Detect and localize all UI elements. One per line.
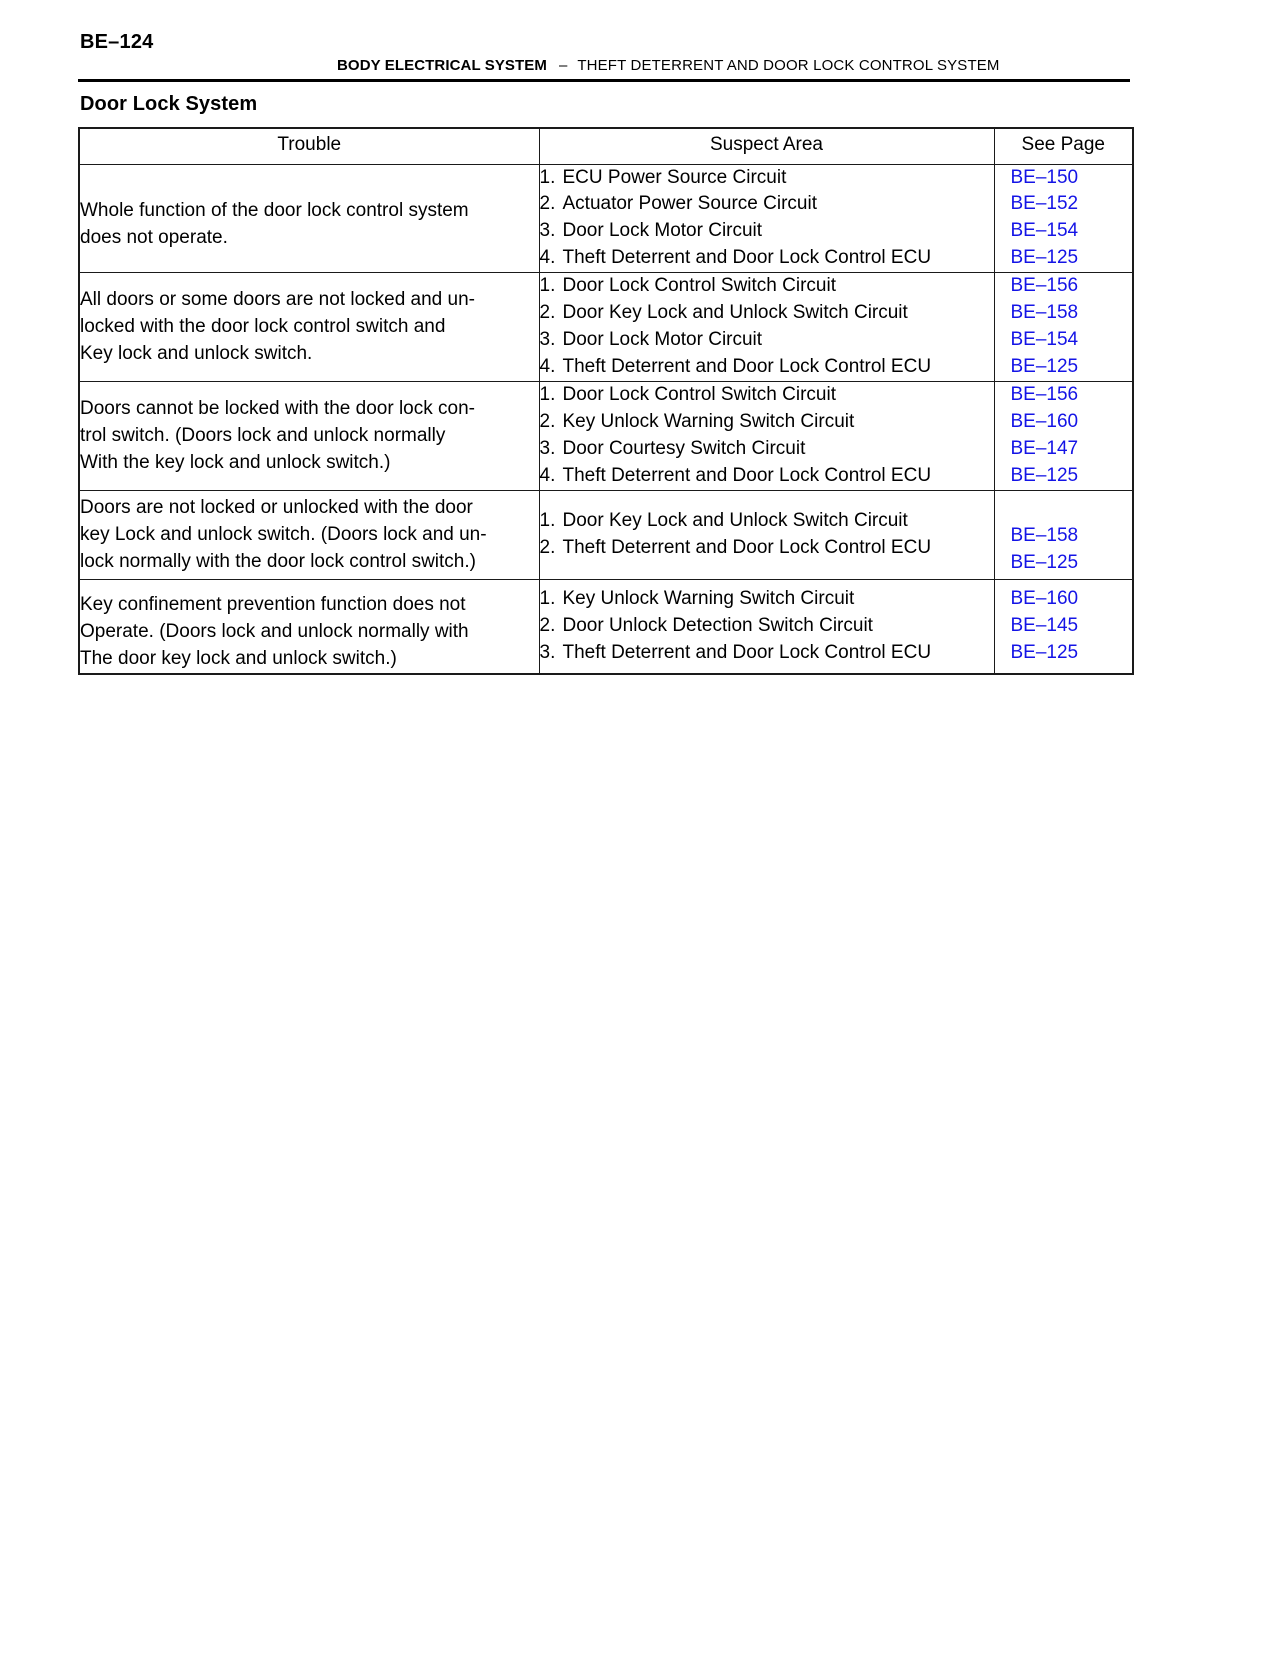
suspect-item-number: 4. (539, 465, 556, 487)
see-page-item (995, 191, 1133, 218)
trouble-line: All doors or some doors are not locked and un- (80, 288, 475, 310)
suspect-item-number: 1. (539, 275, 556, 297)
suspect-area-item (540, 218, 994, 245)
see-page-item (995, 273, 1133, 300)
page-reference-link[interactable]: BE–160 (1010, 588, 1079, 610)
suspect-area-item (540, 586, 994, 613)
suspect-area-item (540, 354, 994, 381)
suspect-area-list (540, 586, 994, 667)
see-page-item (995, 436, 1133, 463)
see-page-item (995, 218, 1133, 245)
trouble-line: Operate. (Doors lock and unlock normally with (80, 621, 469, 643)
trouble-line: Key lock and unlock switch. (80, 342, 313, 364)
suspect-area-item (540, 409, 994, 436)
page-title: Door Lock System (80, 93, 258, 115)
page-reference-link[interactable]: BE–125 (1010, 465, 1079, 487)
see-page-list (995, 165, 1133, 273)
suspect-item-number: 1. (539, 588, 556, 610)
suspect-area-item (540, 165, 994, 192)
trouble-line: Doors are not locked or unlocked with the door (80, 496, 473, 518)
suspect-item-label: Door Lock Motor Circuit (562, 220, 763, 242)
suspect-item-number: 2. (539, 411, 556, 433)
trouble-line: key Lock and unlock switch. (Doors lock and un- (80, 523, 487, 545)
see-page-item (995, 382, 1133, 409)
see-page-item (995, 409, 1133, 436)
suspect-item-number: 2. (539, 302, 556, 324)
see-page-item (995, 463, 1133, 490)
suspect-item-number: 3. (539, 642, 556, 663)
suspect-item-number: 4. (539, 356, 556, 378)
page-reference-link[interactable]: BE–156 (1010, 384, 1079, 406)
trouble-cell (79, 273, 539, 382)
running-head-system: BODY ELECTRICAL SYSTEM (337, 57, 548, 74)
suspect-area-item (540, 508, 994, 535)
suspect-item-label: Door Unlock Detection Switch Circuit (562, 615, 873, 637)
page-reference-link[interactable]: BE–125 (1010, 642, 1079, 663)
page-reference-link[interactable]: BE–152 (1010, 193, 1079, 215)
see-page-list (995, 523, 1133, 577)
suspect-area-item (540, 300, 994, 327)
trouble-text (80, 198, 539, 252)
page-reference-link[interactable]: BE–156 (1010, 275, 1079, 297)
suspect-area-item (540, 436, 994, 463)
see-page-cell (994, 580, 1133, 674)
page-reference-link[interactable]: BE–125 (1010, 356, 1079, 378)
see-page-item (995, 550, 1133, 577)
see-page-item (995, 586, 1133, 613)
see-page-item (995, 300, 1133, 327)
page-reference-link[interactable]: BE–150 (1010, 166, 1079, 188)
suspect-item-label: Door Lock Motor Circuit (562, 329, 763, 351)
suspect-area-list (540, 508, 994, 562)
page-number-code: BE–124 (80, 31, 154, 53)
trouble-table-wrapper (78, 127, 1132, 675)
suspect-item-number: 1. (539, 166, 556, 188)
page-reference-link[interactable]: BE–158 (1010, 525, 1079, 547)
suspect-area-item (540, 327, 994, 354)
trouble-line: Doors cannot be locked with the door lock con- (80, 397, 475, 419)
see-page-item (995, 640, 1133, 667)
suspect-item-label: Theft Deterrent and Door Lock Control ECU (562, 247, 932, 269)
table-row (79, 273, 1133, 382)
suspect-area-item (540, 640, 994, 667)
trouble-text (80, 396, 539, 477)
see-page-list (995, 273, 1133, 381)
suspect-item-label: Theft Deterrent and Door Lock Control ECU (562, 356, 932, 378)
column-header-trouble: Trouble (79, 128, 539, 164)
suspect-area-list (540, 165, 994, 273)
header-divider-rule (78, 79, 1130, 82)
running-head-separator: – (559, 57, 568, 74)
suspect-area-item (540, 245, 994, 272)
suspect-item-number: 3. (539, 220, 556, 242)
column-header-suspect-area: Suspect Area (539, 128, 994, 164)
suspect-item-label: Door Key Lock and Unlock Switch Circuit (562, 510, 908, 532)
see-page-cell (994, 164, 1133, 273)
trouble-cell (79, 164, 539, 273)
suspect-area-cell (539, 273, 994, 382)
trouble-text (80, 495, 539, 576)
page-reference-link[interactable]: BE–125 (1010, 552, 1079, 574)
suspect-item-label: Actuator Power Source Circuit (562, 193, 817, 215)
see-page-cell (994, 382, 1133, 491)
suspect-area-item (540, 613, 994, 640)
suspect-item-label: Door Lock Control Switch Circuit (562, 384, 836, 406)
trouble-diagnosis-table (78, 127, 1134, 675)
page-reference-link[interactable]: BE–147 (1010, 438, 1079, 460)
see-page-item (995, 245, 1133, 272)
suspect-area-cell (539, 164, 994, 273)
page-reference-link[interactable]: BE–145 (1010, 615, 1079, 637)
suspect-item-number: 2. (539, 537, 556, 559)
see-page-item (995, 165, 1133, 192)
suspect-item-label: Theft Deterrent and Door Lock Control ECU (562, 537, 932, 559)
suspect-area-list (540, 273, 994, 381)
suspect-item-label: Door Key Lock and Unlock Switch Circuit (562, 302, 908, 324)
suspect-item-number: 2. (539, 193, 556, 215)
suspect-item-label: Key Unlock Warning Switch Circuit (562, 588, 855, 610)
trouble-cell (79, 382, 539, 491)
running-head (337, 57, 1000, 74)
suspect-item-number: 3. (539, 329, 556, 351)
page-reference-link[interactable]: BE–158 (1010, 302, 1079, 324)
see-page-list (995, 382, 1133, 490)
see-page-item (995, 523, 1133, 550)
see-page-item (995, 613, 1133, 640)
table-header-row (79, 128, 1133, 164)
see-page-list (995, 586, 1133, 667)
page-reference-link[interactable]: BE–154 (1010, 220, 1079, 242)
suspect-item-number: 4. (539, 247, 556, 269)
suspect-item-label: Key Unlock Warning Switch Circuit (562, 411, 855, 433)
table-body (79, 164, 1133, 674)
table-row (79, 164, 1133, 273)
suspect-item-number: 1. (539, 384, 556, 406)
see-page-item (995, 327, 1133, 354)
see-page-item (995, 354, 1133, 381)
suspect-area-cell (539, 491, 994, 580)
see-page-cell (994, 491, 1133, 580)
suspect-item-number: 1. (539, 510, 556, 532)
table-row (79, 580, 1133, 674)
table-row (79, 491, 1133, 580)
suspect-item-label: Door Lock Control Switch Circuit (562, 275, 836, 297)
trouble-cell (79, 491, 539, 580)
suspect-area-item (540, 273, 994, 300)
suspect-area-list (540, 382, 994, 490)
suspect-item-label: ECU Power Source Circuit (562, 166, 787, 188)
table-row (79, 382, 1133, 491)
suspect-item-number: 3. (539, 438, 556, 460)
trouble-text (80, 287, 539, 368)
suspect-item-label: Door Courtesy Switch Circuit (562, 438, 806, 460)
trouble-line: trol switch. (Doors lock and unlock normally (80, 424, 446, 446)
trouble-line: does not operate. (80, 227, 228, 249)
suspect-area-item (540, 382, 994, 409)
trouble-line: The door key lock and unlock switch.) (80, 648, 397, 669)
page-reference-link[interactable]: BE–154 (1010, 329, 1079, 351)
trouble-cell (79, 580, 539, 674)
trouble-line: locked with the door lock control switch and (80, 315, 446, 337)
suspect-item-number: 2. (539, 615, 556, 637)
suspect-item-label: Theft Deterrent and Door Lock Control ECU (562, 642, 932, 663)
trouble-line: With the key lock and unlock switch.) (80, 451, 391, 473)
trouble-text (80, 592, 539, 673)
trouble-line: lock normally with the door lock control switch.) (80, 550, 476, 572)
see-page-cell (994, 273, 1133, 382)
column-header-see-page: See Page (994, 128, 1133, 164)
page-reference-link[interactable]: BE–160 (1010, 411, 1079, 433)
suspect-area-cell (539, 580, 994, 674)
suspect-item-label: Theft Deterrent and Door Lock Control ECU (562, 465, 932, 487)
running-head-section: THEFT DETERRENT AND DOOR LOCK CONTROL SYSTEM (577, 57, 1000, 74)
page-reference-link[interactable]: BE–125 (1010, 247, 1079, 269)
suspect-area-item (540, 191, 994, 218)
suspect-area-item (540, 463, 994, 490)
trouble-line: Whole function of the door lock control system (80, 200, 469, 222)
suspect-area-cell (539, 382, 994, 491)
suspect-area-item (540, 535, 994, 562)
trouble-line: Key confinement prevention function does not (80, 594, 466, 616)
